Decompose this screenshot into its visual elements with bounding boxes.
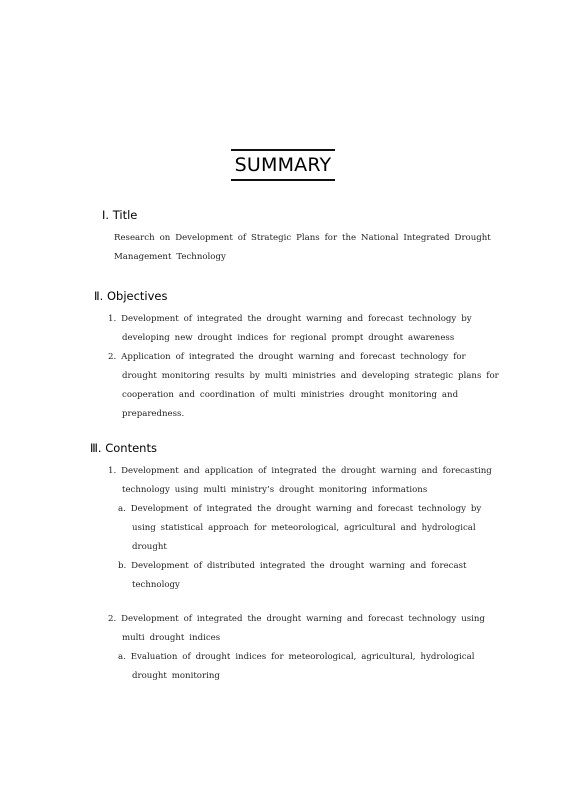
objective-line: drought monitoring results by multi ministries and developing strategic plans for <box>122 371 499 381</box>
objective-line: cooperation and coordination of multi ministries drought monitoring and <box>122 390 459 400</box>
contents-line: drought <box>132 542 167 552</box>
contents-line: a. Development of integrated the drought warning and forecast technology by <box>118 504 482 514</box>
contents-line: b. Development of distributed integrated the drought warning and forecast <box>118 561 467 571</box>
contents-line: multi drought indices <box>122 633 221 643</box>
contents-line: technology <box>132 580 180 590</box>
title-bottom-rule <box>231 179 335 181</box>
contents-line: 1. Development and application of integrated the drought warning and forecasting <box>108 466 492 476</box>
objective-line: preparedness. <box>122 409 185 419</box>
section-heading-objectives: Ⅱ. Objectives <box>94 289 168 303</box>
section-heading-contents: Ⅲ. Contents <box>90 441 157 455</box>
contents-line: a. Evaluation of drought indices for meteorological, agricultural, hydrological <box>118 652 475 662</box>
objective-line: 1. Development of integrated the drought warning and forecast technology by <box>108 314 472 324</box>
contents-line: technology using multi ministry’s drought monitoring informations <box>122 485 428 495</box>
objective-line: developing new drought indices for regional prompt drought awareness <box>122 333 455 343</box>
objective-line: 2. Application of integrated the drought warning and forecast technology for <box>108 352 466 362</box>
summary-title: SUMMARY <box>234 154 332 176</box>
title-text-line: Management Technology <box>114 252 226 262</box>
contents-line: 2. Development of integrated the drought warning and forecast technology using <box>108 614 485 624</box>
contents-line: using statistical approach for meteorological, agricultural and hydrological <box>132 523 476 533</box>
summary-title-block <box>0 149 566 181</box>
title-text-line: Research on Development of Strategic Plans for the National Integrated Drought <box>114 233 491 243</box>
section-heading-title: Ⅰ. Title <box>102 208 138 222</box>
contents-line: drought monitoring <box>132 671 220 681</box>
